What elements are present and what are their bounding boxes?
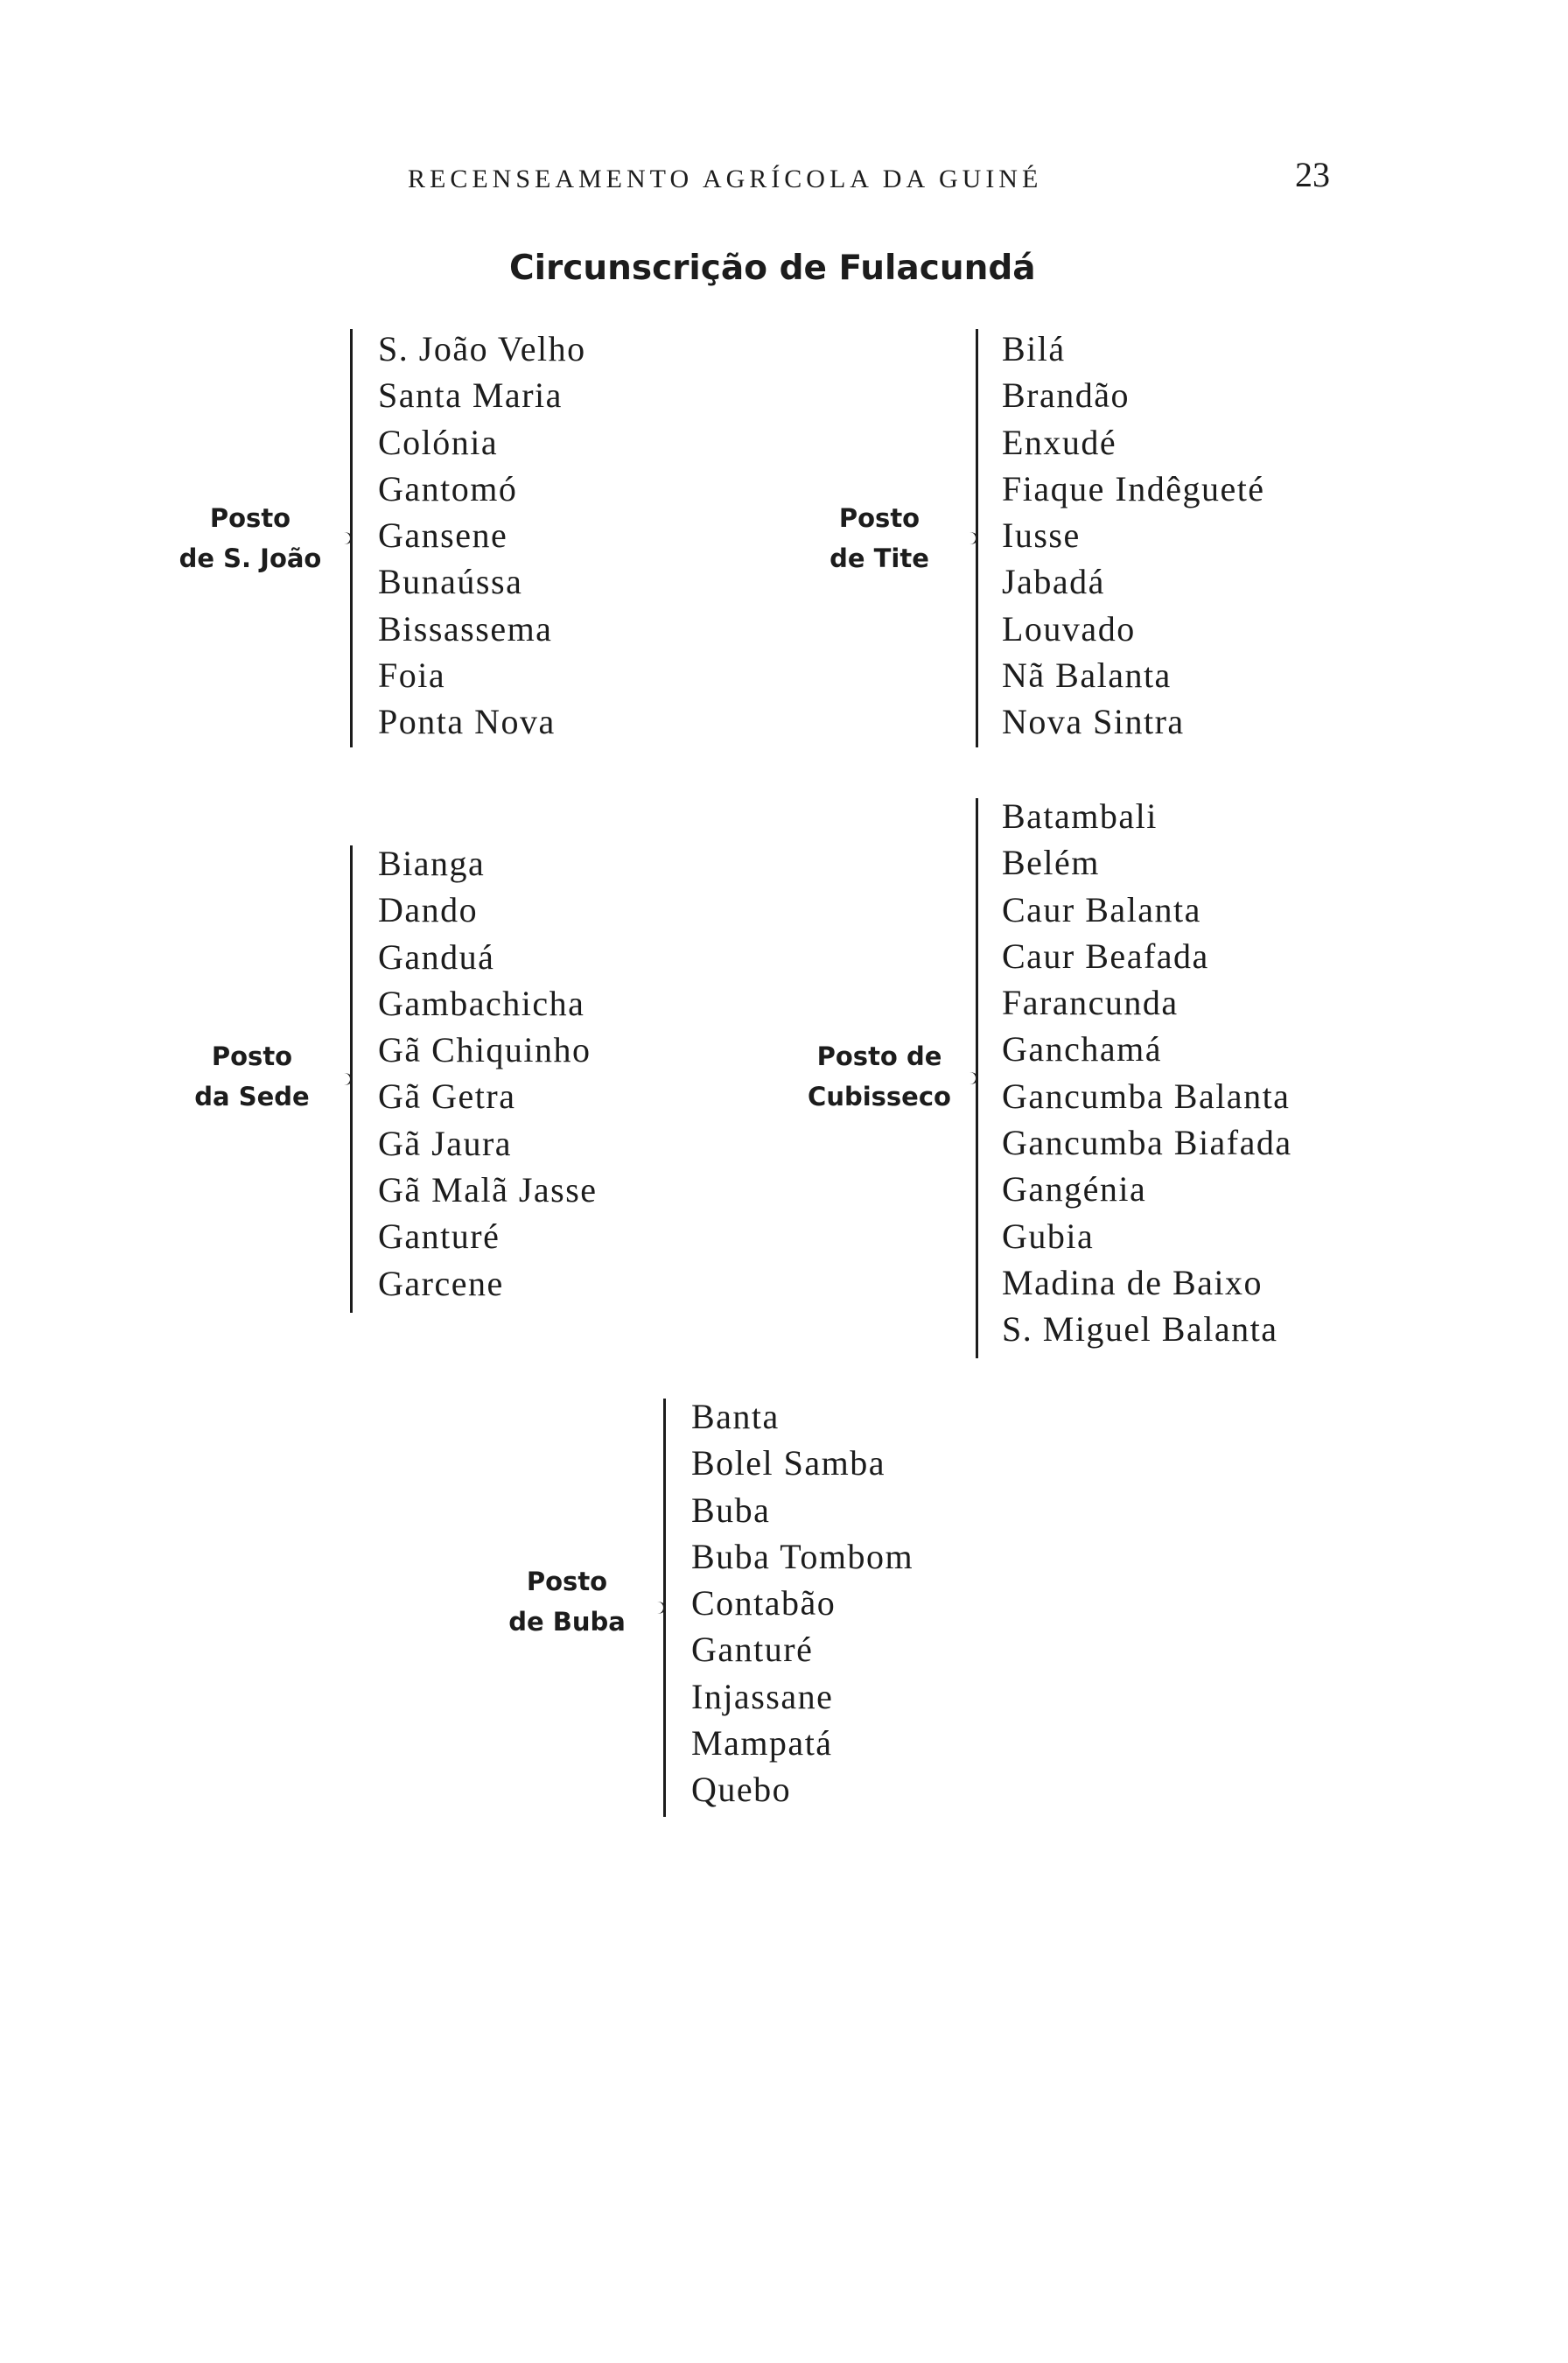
place-name: Gancumba Balanta bbox=[1002, 1076, 1291, 1116]
running-head: RECENSEAMENTO AGRÍCOLA DA GUINÉ bbox=[408, 165, 1043, 193]
place-name: Madina de Baixo bbox=[1002, 1262, 1263, 1302]
place-name: S. João Velho bbox=[378, 329, 586, 368]
place-list bbox=[691, 1393, 914, 1813]
place-list bbox=[1002, 326, 1265, 746]
place-name: Batambali bbox=[1002, 796, 1158, 836]
place-name: Dando bbox=[378, 890, 479, 930]
place-name: Nova Sintra bbox=[1002, 702, 1185, 742]
brace bbox=[350, 329, 361, 747]
place-name: Banta bbox=[691, 1397, 780, 1436]
place-name: Gã Getra bbox=[378, 1076, 516, 1117]
place-name: Louvado bbox=[1002, 608, 1136, 649]
place-name: Contabão bbox=[691, 1583, 836, 1623]
brace bbox=[350, 845, 361, 1313]
place-list bbox=[378, 840, 598, 1307]
place-name: Colónia bbox=[378, 422, 499, 462]
group-label: Posto de Cubisseco bbox=[808, 1041, 951, 1111]
place-name: Mampatá bbox=[691, 1723, 833, 1763]
place-name: Quebo bbox=[691, 1770, 792, 1810]
place-name: Brandão bbox=[1002, 375, 1130, 416]
place-name: Gantomó bbox=[378, 468, 518, 508]
group-label: Posto da Sede bbox=[194, 1041, 310, 1111]
section-title: Circunscrição de Fulacundá bbox=[509, 249, 1036, 288]
place-name: Gã Chiquinho bbox=[378, 1030, 592, 1070]
place-name: Gangénia bbox=[1002, 1169, 1147, 1210]
brace bbox=[663, 1399, 675, 1817]
place-name: Gansene bbox=[378, 515, 508, 556]
place-name: Gancumba Biafada bbox=[1002, 1123, 1292, 1163]
place-list bbox=[378, 326, 586, 746]
place-name: Foia bbox=[378, 656, 446, 696]
group-label: Posto de Buba bbox=[508, 1567, 626, 1637]
brace bbox=[976, 329, 987, 747]
place-name: Ganturé bbox=[691, 1630, 814, 1670]
group-label: Posto de S. João bbox=[178, 503, 322, 573]
place-name: Ganturé bbox=[378, 1217, 500, 1257]
place-name: Iusse bbox=[1002, 515, 1081, 556]
place-name: Fiaque Indêgueté bbox=[1002, 468, 1265, 508]
place-name: Garcene bbox=[378, 1263, 504, 1303]
place-name: Jabadá bbox=[1002, 562, 1105, 602]
place-name: Caur Beafada bbox=[1002, 936, 1209, 976]
brace bbox=[976, 798, 987, 1358]
place-name: S. Miguel Balanta bbox=[1002, 1309, 1278, 1350]
place-name: Buba bbox=[691, 1490, 771, 1530]
group-label: Posto de Tite bbox=[830, 503, 929, 573]
place-name: Injassane bbox=[691, 1676, 834, 1716]
place-name: Ponta Nova bbox=[378, 702, 556, 742]
place-name: Bunaússa bbox=[378, 562, 523, 602]
place-name: Ganchamá bbox=[1002, 1029, 1163, 1069]
place-name: Belém bbox=[1002, 843, 1100, 883]
place-name: Buba Tombom bbox=[691, 1536, 914, 1576]
place-name: Bianga bbox=[378, 844, 486, 883]
place-name: Caur Balanta bbox=[1002, 889, 1201, 929]
place-name: Bilá bbox=[1002, 329, 1066, 368]
place-name: Bissassema bbox=[378, 608, 553, 649]
place-name: Ganduá bbox=[378, 936, 495, 977]
place-name: Enxudé bbox=[1002, 422, 1117, 462]
place-name: Farancunda bbox=[1002, 983, 1179, 1023]
place-name: Gubia bbox=[1002, 1216, 1095, 1256]
place-name: Gã Jaura bbox=[378, 1123, 513, 1163]
place-name: Bolel Samba bbox=[691, 1443, 886, 1483]
place-name: Nã Balanta bbox=[1002, 656, 1172, 696]
place-name: Santa Maria bbox=[378, 375, 563, 416]
place-name: Gambachicha bbox=[378, 983, 585, 1023]
page-number: 23 bbox=[1295, 155, 1330, 194]
place-list bbox=[1002, 793, 1292, 1353]
place-name: Gã Malã Jasse bbox=[378, 1170, 598, 1210]
